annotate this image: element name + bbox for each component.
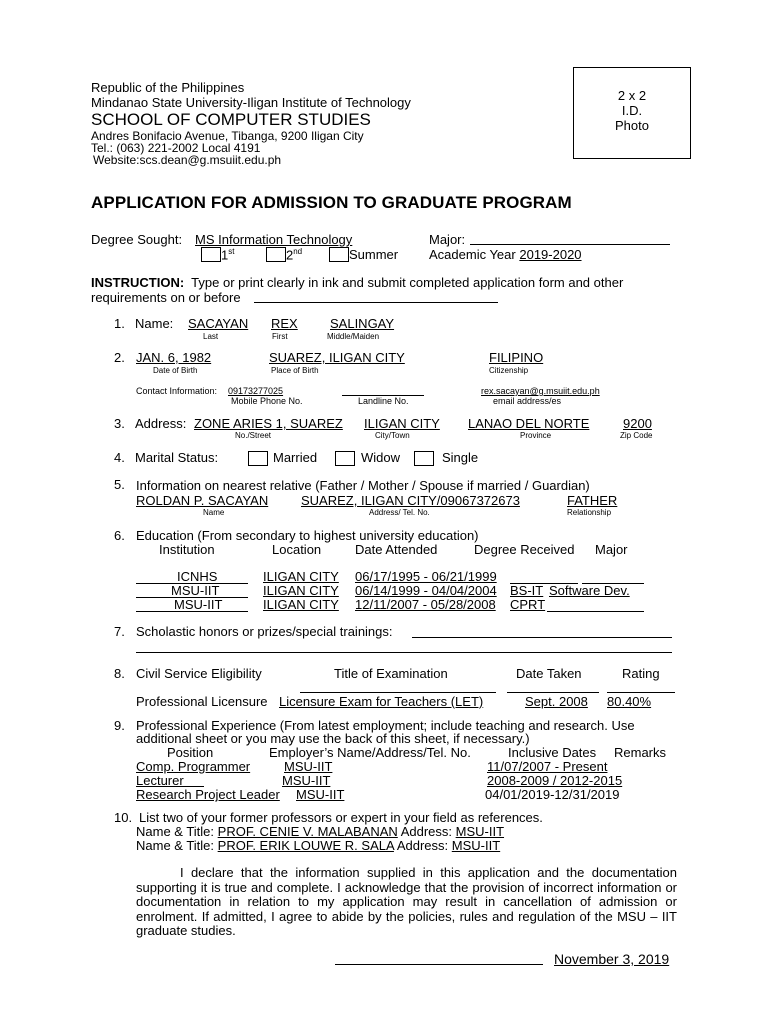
signature-date[interactable]: November 3, 2019 [554, 951, 670, 967]
second-sem-checkbox[interactable] [266, 247, 286, 262]
address-city[interactable]: ILIGAN CITY [364, 416, 440, 431]
address-label: Address: [135, 416, 187, 431]
photo-line3: Photo [615, 118, 649, 133]
experience-header-position: Position [167, 745, 214, 760]
photo-line1: 2 x 2 [617, 88, 647, 103]
reference-name[interactable]: PROF. ERIK LOUWE R. SALA [217, 838, 394, 853]
item-number: 10. [114, 810, 133, 825]
major-label: Major: [429, 232, 466, 247]
caption-middle: Middle/Maiden [327, 332, 380, 341]
caption-city: City/Town [375, 431, 410, 440]
reference-address[interactable]: MSU-IIT [455, 824, 505, 839]
instruction-line2: requirements on or before [91, 290, 241, 305]
experience-employer[interactable]: MSU-IIT [296, 787, 345, 802]
honors-field-line2[interactable] [136, 652, 672, 653]
caption-email: email address/es [493, 396, 562, 406]
first-sem-label: 1st [221, 247, 235, 263]
education-location[interactable]: ILIGAN CITY [263, 569, 339, 584]
header-school: SCHOOL OF COMPUTER STUDIES [91, 110, 371, 129]
experience-header-employer: Employer’s Name/Address/Tel. No. [269, 745, 471, 760]
item-number: 4. [114, 450, 125, 465]
caption-last: Last [203, 332, 219, 341]
honors-label: Scholastic honors or prizes/special trainings: [136, 624, 393, 639]
licensure-rating[interactable]: 80.40% [607, 694, 652, 709]
education-header-date: Date Attended [355, 542, 438, 557]
caption-zip: Zip Code [620, 431, 653, 440]
relative-address[interactable]: SUAREZ, ILIGAN CITY/09067372673 [301, 493, 520, 508]
prof-licensure-label: Professional Licensure [136, 694, 268, 709]
first-name[interactable]: REX [271, 316, 298, 331]
education-header-major: Major [595, 542, 628, 557]
birth-date[interactable]: JAN. 6, 1982 [136, 350, 212, 365]
education-major[interactable]: Software Dev. [549, 583, 630, 598]
item-number: 8. [114, 666, 125, 681]
education-location[interactable]: ILIGAN CITY [263, 597, 339, 612]
experience-dates[interactable]: 2008-2009 / 2012-2015 [487, 773, 623, 788]
item-number: 6. [114, 528, 125, 543]
email-address[interactable]: rex.sacayan@g.msuiit.edu.ph [481, 386, 600, 396]
civil-header-title: Title of Examination [334, 666, 448, 681]
experience-line2: additional sheet or you may use the back of this sheet, if necessary.) [136, 731, 530, 746]
experience-employer[interactable]: MSU-IIT [282, 773, 331, 788]
experience-position[interactable]: Research Project Leader [136, 787, 280, 802]
civil-header-date: Date Taken [516, 666, 582, 681]
academic-year: Academic Year 2019-2020 [429, 247, 582, 262]
citizenship[interactable]: FILIPINO [489, 350, 544, 365]
summer-label: Summer [349, 247, 399, 262]
list-item: Name & Title: PROF. CENIE V. MALABANAN Address: MSU-IIT [136, 824, 505, 839]
caption-first: First [272, 332, 288, 341]
contact-label: Contact Information: [136, 386, 218, 396]
item-number: 2. [114, 350, 125, 365]
id-photo-box [573, 67, 691, 159]
reference-address[interactable]: MSU-IIT [451, 838, 501, 853]
degree-value[interactable]: MS Information Technology [195, 232, 353, 247]
photo-line2: I.D. [621, 103, 643, 118]
address-zip[interactable]: 9200 [623, 416, 652, 431]
education-major-field[interactable] [547, 611, 644, 612]
first-sem-checkbox[interactable] [201, 247, 221, 262]
references-label: List two of your former professors or expert in your field as references. [139, 810, 543, 825]
list-item: Name & Title: PROF. ERIK LOUWE R. SALA Address: MSU-IIT [136, 838, 501, 853]
major-field[interactable] [470, 244, 670, 245]
item-number: 5. [114, 477, 125, 492]
licensure-date[interactable]: Sept. 2008 [525, 694, 588, 709]
name-label: Name: [135, 316, 174, 331]
civil-date-field[interactable] [507, 692, 599, 693]
education-location[interactable]: ILIGAN CITY [263, 583, 339, 598]
education-degree[interactable]: CPRT [510, 597, 546, 612]
birth-place[interactable]: SUAREZ, ILIGAN CITY [269, 350, 405, 365]
item-number: 3. [114, 416, 125, 431]
header-republic: Republic of the Philippines [91, 80, 245, 95]
caption-citizenship: Citizenship [489, 366, 529, 375]
summer-checkbox[interactable] [329, 247, 349, 262]
last-name[interactable]: SACAYAN [188, 316, 249, 331]
education-header-location: Location [272, 542, 322, 557]
item-number: 1. [114, 316, 125, 331]
middle-name[interactable]: SALINGAY [330, 316, 395, 331]
education-header-institution: Institution [159, 542, 215, 557]
relative-label: Information on nearest relative (Father / Mother / Spouse if married / Guardian) [136, 478, 590, 493]
header-university: Mindanao State University-Iligan Institute of Technology [91, 95, 411, 110]
married-checkbox[interactable] [248, 451, 268, 466]
caption-landline: Landline No. [358, 396, 409, 406]
education-date[interactable]: 06/14/1999 - 04/04/2004 [355, 583, 497, 598]
instruction-line1: INSTRUCTION: Type or print clearly in ink and submit completed application form and other [91, 275, 624, 290]
education-header-degree: Degree Received [474, 542, 575, 557]
header-tel: Tel.: (063) 221-2002 Local 4191 [91, 141, 261, 155]
experience-line1: Professional Experience (From latest employment; include teaching and research. Use [136, 718, 635, 733]
licensure-exam[interactable]: Licensure Exam for Teachers (LET) [279, 694, 484, 709]
second-sem-label: 2nd [286, 247, 303, 263]
header-website: Website:scs.dean@g.msuiit.edu.ph [93, 153, 282, 167]
experience-position[interactable]: Lecturer [136, 773, 184, 788]
degree-label: Degree Sought: [91, 232, 183, 247]
education-date[interactable]: 12/11/2007 - 05/28/2008 [355, 597, 496, 612]
item-number: 7. [114, 624, 125, 639]
education-institution[interactable]: ICNHS [177, 569, 218, 584]
civil-header-rating: Rating [622, 666, 660, 681]
signature-field[interactable] [335, 964, 543, 965]
declaration-text: I declare that the information supplied in this application and the documentation supporting it is true and complete. I acknowledge that the provision of incorrect information or documentation in relation to my application may result in cancellation of admission or enrolment. If admitted, I agree to abide by the policies, rules and regulation of the MSU – IIT graduate studies. [136, 865, 677, 938]
education-institution[interactable]: MSU-IIT [171, 583, 220, 598]
single-checkbox[interactable] [414, 451, 434, 466]
education-institution[interactable]: MSU-IIT [174, 597, 223, 612]
honors-field[interactable] [412, 637, 672, 638]
header-address: Andres Bonifacio Avenue, Tibanga, 9200 Iligan City [91, 129, 364, 143]
widow-checkbox[interactable] [335, 451, 355, 466]
experience-header-dates: Inclusive Dates [508, 745, 597, 760]
address-street[interactable]: ZONE ARIES 1, SUAREZ [194, 416, 343, 431]
mobile-number[interactable]: 09173277025 [228, 386, 284, 396]
education-date[interactable]: 06/17/1995 - 06/21/1999 [355, 569, 497, 584]
relative-relationship[interactable]: FATHER [567, 493, 618, 508]
caption-birth-place: Place of Birth [271, 366, 319, 375]
experience-position[interactable]: Comp. Programmer [136, 759, 251, 774]
address-province[interactable]: LANAO DEL NORTE [468, 416, 590, 431]
education-label: Education (From secondary to highest university education) [136, 528, 479, 543]
education-degree[interactable]: BS-IT [510, 583, 544, 598]
civil-rating-field[interactable] [607, 692, 675, 693]
reference-name[interactable]: PROF. CENIE V. MALABANAN [217, 824, 398, 839]
experience-header-remarks: Remarks [614, 745, 667, 760]
page-title: APPLICATION FOR ADMISSION TO GRADUATE PROGRAM [91, 193, 572, 212]
experience-dates[interactable]: 11/07/2007 - Present [487, 759, 608, 774]
caption-street: No./Street [235, 431, 272, 440]
civil-label: Civil Service Eligibility [136, 666, 262, 681]
caption-relative-name: Name [203, 508, 225, 517]
caption-province: Province [520, 431, 552, 440]
marital-label: Marital Status: [135, 450, 219, 465]
experience-employer[interactable]: MSU-IIT [284, 759, 333, 774]
deadline-field[interactable] [254, 302, 498, 303]
married-label: Married [273, 450, 318, 465]
caption-birth-date: Date of Birth [153, 366, 198, 375]
widow-label: Widow [361, 450, 401, 465]
caption-mobile: Mobile Phone No. [231, 396, 303, 406]
relative-name[interactable]: ROLDAN P. SACAYAN [136, 493, 269, 508]
item-number: 9. [114, 718, 125, 733]
caption-relationship: Relationship [567, 508, 612, 517]
caption-relative-address: Address/ Tel. No. [369, 508, 430, 517]
civil-title-field[interactable] [300, 692, 496, 693]
experience-dates[interactable]: 04/01/2019-12/31/2019 [485, 787, 620, 802]
single-label: Single [442, 450, 479, 465]
